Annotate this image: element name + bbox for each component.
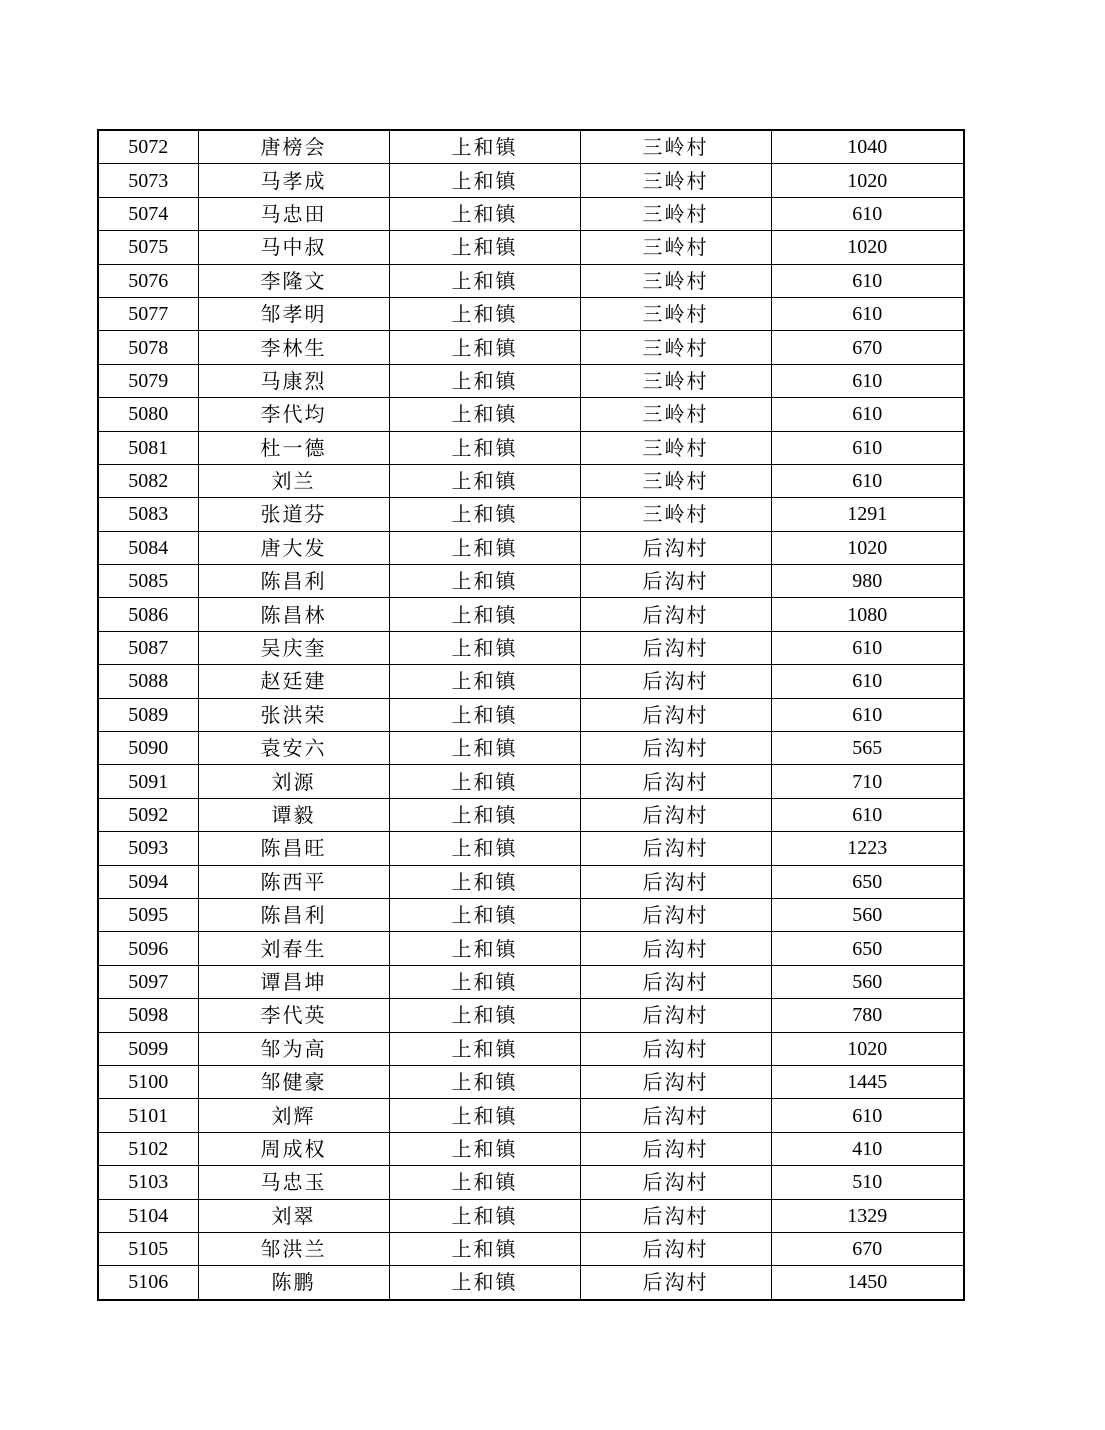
village-cell: 后沟村 (580, 1032, 771, 1065)
town-cell: 上和镇 (389, 698, 580, 731)
table-row (98, 431, 964, 464)
amount-cell: 650 (771, 932, 964, 965)
village-cell: 三岭村 (580, 398, 771, 431)
serial-number-cell: 5072 (98, 130, 198, 164)
village-cell: 后沟村 (580, 798, 771, 831)
amount-cell: 1020 (771, 231, 964, 264)
town-cell: 上和镇 (389, 665, 580, 698)
table-row (98, 698, 964, 731)
serial-number-cell: 5083 (98, 498, 198, 531)
table-row (98, 965, 964, 998)
town-cell: 上和镇 (389, 164, 580, 197)
name-cell: 刘辉 (198, 1099, 389, 1132)
town-cell: 上和镇 (389, 832, 580, 865)
village-cell: 后沟村 (580, 999, 771, 1032)
village-cell: 后沟村 (580, 1199, 771, 1232)
village-cell: 后沟村 (580, 965, 771, 998)
amount-cell: 1223 (771, 832, 964, 865)
amount-cell: 610 (771, 1099, 964, 1132)
town-cell: 上和镇 (389, 1232, 580, 1265)
table-row (98, 364, 964, 397)
name-cell: 谭昌坤 (198, 965, 389, 998)
town-cell: 上和镇 (389, 1032, 580, 1065)
amount-cell: 710 (771, 765, 964, 798)
amount-cell: 780 (771, 999, 964, 1032)
name-cell: 杜一德 (198, 431, 389, 464)
amount-cell: 1020 (771, 164, 964, 197)
name-cell: 马中叔 (198, 231, 389, 264)
table-row (98, 1166, 964, 1199)
amount-cell: 1080 (771, 598, 964, 631)
amount-cell: 560 (771, 898, 964, 931)
name-cell: 唐大发 (198, 531, 389, 564)
table-row (98, 898, 964, 931)
name-cell: 陈昌旺 (198, 832, 389, 865)
amount-cell: 1329 (771, 1199, 964, 1232)
table-row (98, 1199, 964, 1232)
name-cell: 唐榜会 (198, 130, 389, 164)
name-cell: 邹为高 (198, 1032, 389, 1065)
table-row (98, 398, 964, 431)
name-cell: 袁安六 (198, 732, 389, 765)
village-cell: 后沟村 (580, 1266, 771, 1300)
name-cell: 谭毅 (198, 798, 389, 831)
serial-number-cell: 5094 (98, 865, 198, 898)
town-cell: 上和镇 (389, 130, 580, 164)
table-row (98, 1232, 964, 1265)
village-cell: 三岭村 (580, 164, 771, 197)
table-row (98, 565, 964, 598)
town-cell: 上和镇 (389, 965, 580, 998)
amount-cell: 1020 (771, 1032, 964, 1065)
village-cell: 后沟村 (580, 631, 771, 664)
town-cell: 上和镇 (389, 1266, 580, 1300)
amount-cell: 1291 (771, 498, 964, 531)
table-row (98, 297, 964, 330)
table-row (98, 1065, 964, 1098)
amount-cell: 980 (771, 565, 964, 598)
serial-number-cell: 5103 (98, 1166, 198, 1199)
amount-cell: 610 (771, 665, 964, 698)
table-row (98, 264, 964, 297)
name-cell: 刘兰 (198, 464, 389, 497)
village-cell: 三岭村 (580, 364, 771, 397)
village-cell: 后沟村 (580, 665, 771, 698)
amount-cell: 610 (771, 398, 964, 431)
table-row (98, 999, 964, 1032)
name-cell: 马忠玉 (198, 1166, 389, 1199)
name-cell: 马康烈 (198, 364, 389, 397)
amount-cell: 1445 (771, 1065, 964, 1098)
table-row (98, 531, 964, 564)
name-cell: 周成权 (198, 1132, 389, 1165)
serial-number-cell: 5084 (98, 531, 198, 564)
village-cell: 后沟村 (580, 1232, 771, 1265)
serial-number-cell: 5088 (98, 665, 198, 698)
town-cell: 上和镇 (389, 264, 580, 297)
serial-number-cell: 5078 (98, 331, 198, 364)
name-cell: 陈鹏 (198, 1266, 389, 1300)
village-cell: 后沟村 (580, 1132, 771, 1165)
name-cell: 吴庆奎 (198, 631, 389, 664)
town-cell: 上和镇 (389, 531, 580, 564)
serial-number-cell: 5101 (98, 1099, 198, 1132)
town-cell: 上和镇 (389, 431, 580, 464)
village-cell: 三岭村 (580, 464, 771, 497)
table-row (98, 832, 964, 865)
name-cell: 马孝成 (198, 164, 389, 197)
name-cell: 陈昌林 (198, 598, 389, 631)
name-cell: 李代英 (198, 999, 389, 1032)
table-row (98, 1132, 964, 1165)
village-cell: 后沟村 (580, 1099, 771, 1132)
amount-cell: 610 (771, 197, 964, 230)
table-row (98, 498, 964, 531)
table-row (98, 932, 964, 965)
town-cell: 上和镇 (389, 498, 580, 531)
name-cell: 李代均 (198, 398, 389, 431)
village-cell: 后沟村 (580, 565, 771, 598)
name-cell: 张道芬 (198, 498, 389, 531)
name-cell: 李隆文 (198, 264, 389, 297)
amount-cell: 610 (771, 631, 964, 664)
table-row (98, 130, 964, 164)
town-cell: 上和镇 (389, 999, 580, 1032)
table-row (98, 331, 964, 364)
serial-number-cell: 5076 (98, 264, 198, 297)
table-row (98, 1266, 964, 1300)
town-cell: 上和镇 (389, 732, 580, 765)
table-row (98, 1032, 964, 1065)
village-cell: 后沟村 (580, 1065, 771, 1098)
table-row (98, 1099, 964, 1132)
table-row (98, 732, 964, 765)
name-cell: 陈西平 (198, 865, 389, 898)
village-cell: 后沟村 (580, 898, 771, 931)
serial-number-cell: 5081 (98, 431, 198, 464)
town-cell: 上和镇 (389, 398, 580, 431)
serial-number-cell: 5082 (98, 464, 198, 497)
amount-cell: 650 (771, 865, 964, 898)
amount-cell: 610 (771, 798, 964, 831)
village-cell: 三岭村 (580, 197, 771, 230)
village-cell: 后沟村 (580, 1166, 771, 1199)
name-cell: 李林生 (198, 331, 389, 364)
serial-number-cell: 5104 (98, 1199, 198, 1232)
table-row (98, 164, 964, 197)
town-cell: 上和镇 (389, 231, 580, 264)
serial-number-cell: 5092 (98, 798, 198, 831)
amount-cell: 610 (771, 698, 964, 731)
town-cell: 上和镇 (389, 464, 580, 497)
serial-number-cell: 5074 (98, 197, 198, 230)
amount-cell: 1020 (771, 531, 964, 564)
town-cell: 上和镇 (389, 798, 580, 831)
amount-cell: 610 (771, 364, 964, 397)
table-body (98, 130, 964, 1300)
amount-cell: 610 (771, 464, 964, 497)
town-cell: 上和镇 (389, 297, 580, 330)
serial-number-cell: 5093 (98, 832, 198, 865)
serial-number-cell: 5089 (98, 698, 198, 731)
amount-cell: 565 (771, 732, 964, 765)
table-row (98, 798, 964, 831)
village-cell: 后沟村 (580, 598, 771, 631)
table-row (98, 631, 964, 664)
town-cell: 上和镇 (389, 1065, 580, 1098)
town-cell: 上和镇 (389, 1132, 580, 1165)
town-cell: 上和镇 (389, 565, 580, 598)
village-cell: 三岭村 (580, 431, 771, 464)
town-cell: 上和镇 (389, 765, 580, 798)
town-cell: 上和镇 (389, 1199, 580, 1232)
village-cell: 后沟村 (580, 932, 771, 965)
village-cell: 三岭村 (580, 297, 771, 330)
amount-cell: 610 (771, 297, 964, 330)
village-cell: 后沟村 (580, 832, 771, 865)
name-cell: 刘源 (198, 765, 389, 798)
village-cell: 三岭村 (580, 498, 771, 531)
village-cell: 后沟村 (580, 531, 771, 564)
name-cell: 张洪荣 (198, 698, 389, 731)
amount-cell: 410 (771, 1132, 964, 1165)
serial-number-cell: 5095 (98, 898, 198, 931)
amount-cell: 510 (771, 1166, 964, 1199)
serial-number-cell: 5073 (98, 164, 198, 197)
table-row (98, 598, 964, 631)
amount-cell: 560 (771, 965, 964, 998)
serial-number-cell: 5098 (98, 999, 198, 1032)
name-cell: 邹洪兰 (198, 1232, 389, 1265)
serial-number-cell: 5100 (98, 1065, 198, 1098)
serial-number-cell: 5097 (98, 965, 198, 998)
amount-cell: 1040 (771, 130, 964, 164)
table-row (98, 665, 964, 698)
amount-cell: 610 (771, 431, 964, 464)
serial-number-cell: 5077 (98, 297, 198, 330)
table-row (98, 197, 964, 230)
serial-number-cell: 5099 (98, 1032, 198, 1065)
town-cell: 上和镇 (389, 1099, 580, 1132)
village-cell: 三岭村 (580, 264, 771, 297)
serial-number-cell: 5102 (98, 1132, 198, 1165)
amount-cell: 610 (771, 264, 964, 297)
serial-number-cell: 5091 (98, 765, 198, 798)
town-cell: 上和镇 (389, 197, 580, 230)
table-row (98, 464, 964, 497)
town-cell: 上和镇 (389, 898, 580, 931)
town-cell: 上和镇 (389, 598, 580, 631)
amount-cell: 1450 (771, 1266, 964, 1300)
name-cell: 陈昌利 (198, 898, 389, 931)
serial-number-cell: 5075 (98, 231, 198, 264)
name-cell: 陈昌利 (198, 565, 389, 598)
village-cell: 后沟村 (580, 765, 771, 798)
amount-cell: 670 (771, 1232, 964, 1265)
name-cell: 邹孝明 (198, 297, 389, 330)
table-row (98, 865, 964, 898)
name-cell: 马忠田 (198, 197, 389, 230)
town-cell: 上和镇 (389, 631, 580, 664)
table-row (98, 231, 964, 264)
serial-number-cell: 5086 (98, 598, 198, 631)
village-cell: 三岭村 (580, 231, 771, 264)
data-table (97, 129, 965, 1301)
amount-cell: 670 (771, 331, 964, 364)
village-cell: 后沟村 (580, 732, 771, 765)
village-cell: 三岭村 (580, 130, 771, 164)
town-cell: 上和镇 (389, 1166, 580, 1199)
name-cell: 赵廷建 (198, 665, 389, 698)
village-cell: 后沟村 (580, 865, 771, 898)
serial-number-cell: 5106 (98, 1266, 198, 1300)
serial-number-cell: 5079 (98, 364, 198, 397)
table-row (98, 765, 964, 798)
serial-number-cell: 5087 (98, 631, 198, 664)
serial-number-cell: 5105 (98, 1232, 198, 1265)
town-cell: 上和镇 (389, 865, 580, 898)
village-cell: 三岭村 (580, 331, 771, 364)
name-cell: 刘春生 (198, 932, 389, 965)
serial-number-cell: 5090 (98, 732, 198, 765)
serial-number-cell: 5096 (98, 932, 198, 965)
town-cell: 上和镇 (389, 932, 580, 965)
village-cell: 后沟村 (580, 698, 771, 731)
town-cell: 上和镇 (389, 364, 580, 397)
town-cell: 上和镇 (389, 331, 580, 364)
name-cell: 邹健豪 (198, 1065, 389, 1098)
name-cell: 刘翠 (198, 1199, 389, 1232)
serial-number-cell: 5080 (98, 398, 198, 431)
serial-number-cell: 5085 (98, 565, 198, 598)
